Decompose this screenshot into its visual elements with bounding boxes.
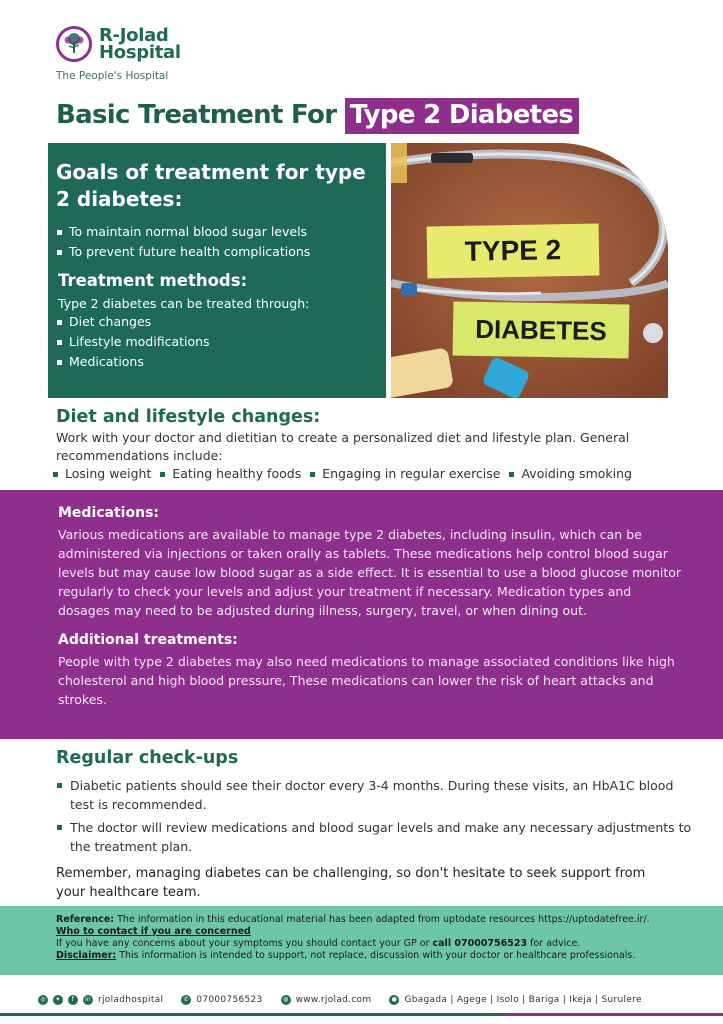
goal-item: To prevent future health complications [56,242,376,262]
goals-panel [48,143,386,398]
method-item: Diet changes [56,312,376,332]
goals-title: Goals of treatment for type 2 diabetes: [56,160,366,211]
logo-line-2: Hospital [99,42,181,63]
reference-line [56,914,723,926]
footer-phone[interactable] [181,995,262,1005]
method-item: Lifestyle modifications [56,332,376,352]
tree-logo-icon [56,26,92,62]
globe-icon: ◍ [281,995,291,1005]
checkups-list [56,776,696,856]
website-text: www.rjolad.com [295,995,372,1005]
linkedin-icon: in [84,996,92,1003]
twitter-icon: ✦ [53,995,63,1005]
sticky-note-diabetes: DIABETES [453,301,630,358]
disclaimer-line [56,950,723,962]
diet-item: Engaging in regular exercise [309,466,500,481]
goals-list [56,222,376,262]
footer [38,995,660,1005]
locations-text: Gbagada | Agege | Isolo | Bariga | Ikeja | Surulere [404,995,642,1005]
goal-item: To maintain normal blood sugar levels [56,222,376,242]
footer-bar-purple [505,1013,723,1016]
logo-line-1: R-Jolad [99,25,169,46]
remember-note: Remember, managing diabetes can be challenging, so don't hesitate to seek support from your healthcare team. [56,866,646,900]
footer-website[interactable] [281,995,372,1005]
diet-text: Work with your doctor and dietitian to create a personalized diet and lifestyle plan. General recommendations include: [56,430,630,463]
diet-item: Eating healthy foods [159,466,301,481]
logo [56,26,181,62]
footer-locations [389,995,641,1005]
methods-list [56,312,376,372]
reference-band [0,906,723,975]
methods-intro: Type 2 diabetes can be treated through: [58,296,310,311]
disclaimer-label: Disclaimer: [56,950,117,961]
stethoscope-photo [391,143,668,398]
diet-title: Diet and lifestyle changes: [56,407,321,427]
medications-text: Various medications are available to manage type 2 diabetes, including insulin, which can be administered via injections or taken orally as tablets. These medications help control blood sugar levels but may cause low blood sugar as a side effect. It is essential to use a blood glucose monitor regularly to check your levels and adjust your treatment if necessary. Medication types and dosages may need to be adjusted during illness, surgery, travel, or when dining out. [58,527,682,618]
diet-item: Losing weight [52,466,151,481]
logo-text [99,27,181,61]
phone-icon: ✆ [181,995,191,1005]
facebook-icon: f [68,995,78,1005]
title-highlight: Type 2 Diabetes [345,98,579,134]
additional-treatments-title: Additional treatments: [58,632,238,648]
phone-text: 07000756523 [196,995,263,1005]
reference-text: The information in this educational material has been adapted from uptodate resources https://uptodatefree.ir/. [114,914,650,925]
reference-label: Reference: [56,914,115,925]
additional-treatments-text: People with type 2 diabetes may also need medications to manage associated conditions like high cholesterol and high blood pressure, These medications can lower the risk of heart attacks and strokes. [58,654,675,707]
diet-item: Avoiding smoking [508,466,631,481]
title-prefix: Basic Treatment For [56,100,337,130]
page-title [56,100,579,130]
methods-title: Treatment methods: [58,271,248,290]
location-pin-icon: ● [389,995,399,1005]
checkup-item: The doctor will review medications and blood sugar levels and make any necessary adjustments to the treatment plan. [56,818,696,856]
checkups-title: Regular check-ups [56,748,239,768]
diet-section [56,407,696,465]
social-text: rjoladhospital [98,995,164,1005]
diet-recommendations [52,466,640,481]
checkups-section [56,748,696,902]
medications-panel [0,490,723,739]
header [56,26,181,82]
social-handle[interactable] [38,995,163,1005]
contact-label: Who to contact if you are concerned [56,926,251,937]
method-item: Medications [56,352,376,372]
contact-line [56,938,723,950]
medications-title: Medications: [58,505,160,521]
checkup-item: Diabetic patients should see their doctor every 3-4 months. During these visits, an HbA1C blood test is recommended. [56,776,696,814]
instagram-icon: ◎ [38,995,48,1005]
disclaimer-text: This information is intended to support, not replace, discussion with your doctor or healthcare professionals. [116,950,636,961]
contact-tail: for advice. [527,938,581,949]
footer-bar-green [0,1013,505,1016]
contact-text: If you have any concerns about your symptoms you should contact your GP or [56,938,433,949]
sticky-note-type-2: TYPE 2 [427,224,600,279]
contact-call[interactable]: call 07000756523 [432,938,528,949]
tagline: The People's Hospital [56,70,169,82]
